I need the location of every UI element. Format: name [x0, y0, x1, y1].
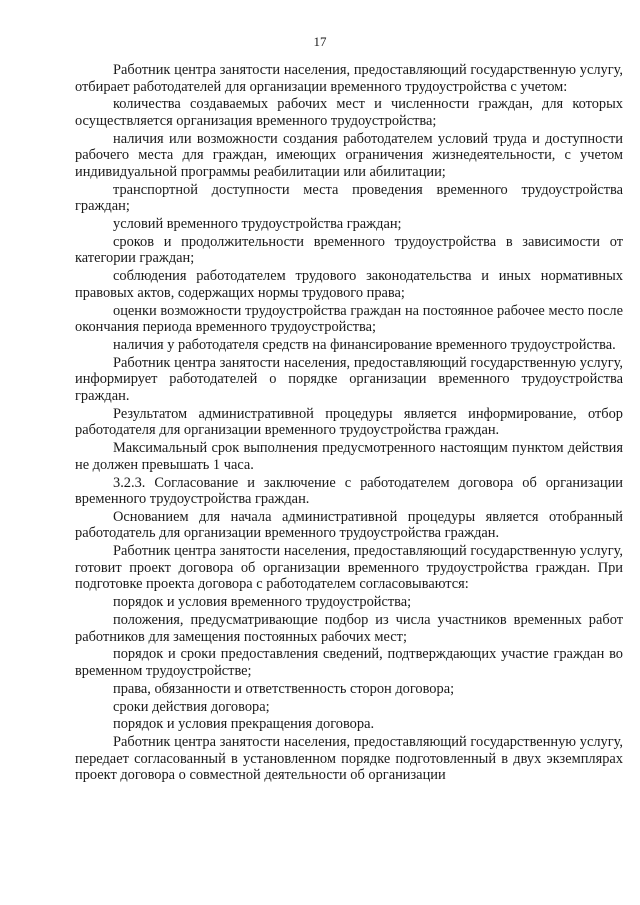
paragraph: сроки действия договора; — [113, 698, 270, 715]
paragraph: порядок и условия временного трудоустройства; — [113, 594, 412, 611]
paragraph: Основанием для начала административной процедуры является отобранный работодатель для организации временного трудоустройства граждан. — [75, 508, 623, 542]
section-heading: 3.2.3. Согласование и заключение с работодателем договора об организации временного трудоустройства граждан. — [75, 474, 623, 508]
paragraph: Работник центра занятости населения, предоставляющий государственную услугу, отбирает работодателей для организации временного трудоустройства с учетом: — [75, 62, 623, 95]
paragraph: оценки возможности трудоустройства граждан на постоянное рабочее место после окончания периода временного трудоустройства; — [75, 302, 623, 336]
page-number: 17 — [313, 34, 327, 49]
paragraph: положения, предусматривающие подбор из числа участников временных работ работников для замещения постоянных рабочих мест; — [75, 612, 623, 645]
paragraph: наличия или возможности создания работодателем условий труда и доступности рабочего места для граждан, имеющих ограничения жизнедеятельности, с учетом индивидуальной программы реабилитации или абилитации; — [75, 130, 623, 180]
paragraph: порядок и условия прекращения договора. — [113, 716, 375, 733]
paragraph: соблюдения работодателем трудового законодательства и иных нормативных правовых актов, содержащих нормы трудового права; — [75, 268, 623, 301]
paragraph: права, обязанности и ответственность сторон договора; — [113, 680, 455, 697]
paragraph: порядок и сроки предоставления сведений, подтверждающих участие граждан во временном трудоустройстве; — [75, 646, 623, 679]
document-body — [75, 62, 623, 785]
paragraph: Работник центра занятости населения, предоставляющий государственную услугу, информирует работодателей о порядке организации временного трудоустройства граждан. — [75, 354, 623, 404]
paragraph: количества создаваемых рабочих мест и численности граждан, для которых осуществляется организация временного трудоустройства; — [75, 96, 623, 129]
paragraph: условий временного трудоустройства граждан; — [113, 216, 402, 233]
paragraph: сроков и продолжительности временного трудоустройства в зависимости от категории граждан; — [75, 233, 623, 267]
paragraph: транспортной доступности места проведения временного трудоустройства граждан; — [75, 181, 623, 215]
paragraph: Результатом административной процедуры является информирование, отбор работодателя для организации временного трудоустройства граждан. — [75, 405, 623, 439]
paragraph: наличия у работодателя средств на финансирование временного трудоустройства. — [113, 337, 616, 353]
paragraph: Работник центра занятости населения, предоставляющий государственную услугу, готовит проект договора об организации временного трудоустройства граждан. При подготовке проекта договора с работодателем согласовываются: — [75, 543, 623, 593]
paragraph: Максимальный срок выполнения предусмотренного настоящим пунктом действия не должен превышать 1 часа. — [75, 440, 623, 473]
paragraph: Работник центра занятости населения, предоставляющий государственную услугу, передает согласованный в установленном порядке подготовленный в двух экземплярах проект договора о совместной деятельности об организации — [75, 734, 623, 784]
